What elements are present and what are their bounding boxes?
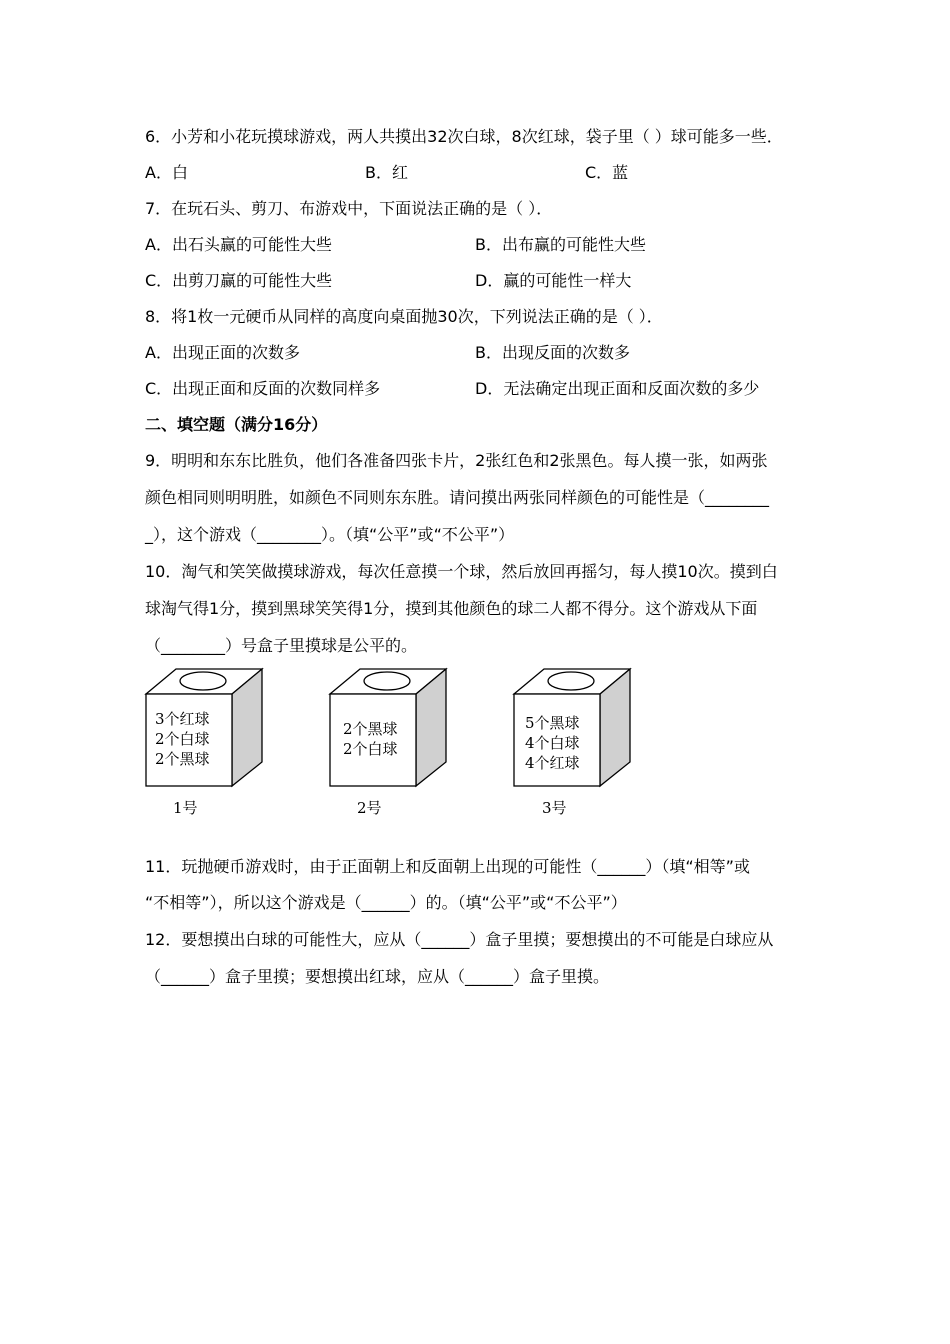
box-2-label: 2号 [357,799,382,817]
question-12-line-1: 12．要想摸出白球的可能性大，应从（______）盒子里摸；要想摸出的不可能是白球应从 [145,930,774,949]
box-3-label: 3号 [542,799,567,817]
box-1-line-3: 2个黑球 [155,750,210,768]
q7-option-b: B．出布赢的可能性大些 [475,235,646,254]
question-12-line-2: （______）盒子里摸；要想摸出红球，应从（______）盒子里摸。 [145,967,610,986]
q6-option-c: C．蓝 [585,163,629,182]
q7-option-a: A．出石头赢的可能性大些 [145,235,332,254]
question-8: 8．将1枚一元硬币从同样的高度向桌面抛30次，下列说法正确的是（ ）． [145,307,663,326]
box-3-line-1: 5个黑球 [525,714,580,732]
q7-option-c: C．出剪刀赢的可能性大些 [145,271,333,290]
box-2-line-2: 2个白球 [343,740,398,758]
box-1-figure [142,666,267,791]
q6-option-a: A．白 [145,163,188,182]
box-1-line-1: 3个红球 [155,710,210,728]
question-7: 7．在玩石头、剪刀、布游戏中，下面说法正确的是（ ）． [145,199,553,218]
question-9-line-3: _），这个游戏（________）。（填“公平”或“不公平”） [145,525,515,544]
box-3-line-2: 4个白球 [525,734,580,752]
box-1-label: 1号 [173,799,198,817]
q8-option-c: C．出现正面和反面的次数同样多 [145,379,381,398]
q6-option-b: B．红 [365,163,408,182]
box-3-line-3: 4个红球 [525,754,580,772]
q7-option-d: D．赢的可能性一样大 [475,271,632,290]
question-10-line-3: （________）号盒子里摸球是公平的。 [145,636,418,655]
question-9-line-1: 9．明明和东东比胜负，他们各准备四张卡片，2张红色和2张黑色。每人摸一张，如两张 [145,451,768,470]
question-11-line-2: “不相等”），所以这个游戏是（______）的。（填“公平”或“不公平”） [145,893,627,912]
question-6: 6．小芳和小花玩摸球游戏，两人共摸出32次白球，8次红球，袋子里（ ）球可能多一些． [145,127,783,146]
box-1-line-2: 2个白球 [155,730,210,748]
box-3-figure [510,666,635,791]
question-10-line-1: 10．淘气和笑笑做摸球游戏，每次任意摸一个球，然后放回再摇匀，每人摸10次。摸到白 [145,562,778,581]
question-11-line-1: 11．玩抛硬币游戏时，由于正面朝上和反面朝上出现的可能性（______）（填“相等”或 [145,857,750,876]
q8-option-d: D．无法确定出现正面和反面次数的多少 [475,379,760,398]
question-9-line-2: 颜色相同则明明胜，如颜色不同则东东胜。请问摸出两张同样颜色的可能性是（________ [145,488,770,507]
question-10-line-2: 球淘气得1分，摸到黑球笑笑得1分，摸到其他颜色的球二人都不得分。这个游戏从下面 [145,599,758,618]
box-2-line-1: 2个黑球 [343,720,398,738]
q8-option-a: A．出现正面的次数多 [145,343,300,362]
box-2-figure [326,666,451,791]
q8-option-b: B．出现反面的次数多 [475,343,630,362]
section-heading: 二、填空题（满分16分） [145,415,328,434]
